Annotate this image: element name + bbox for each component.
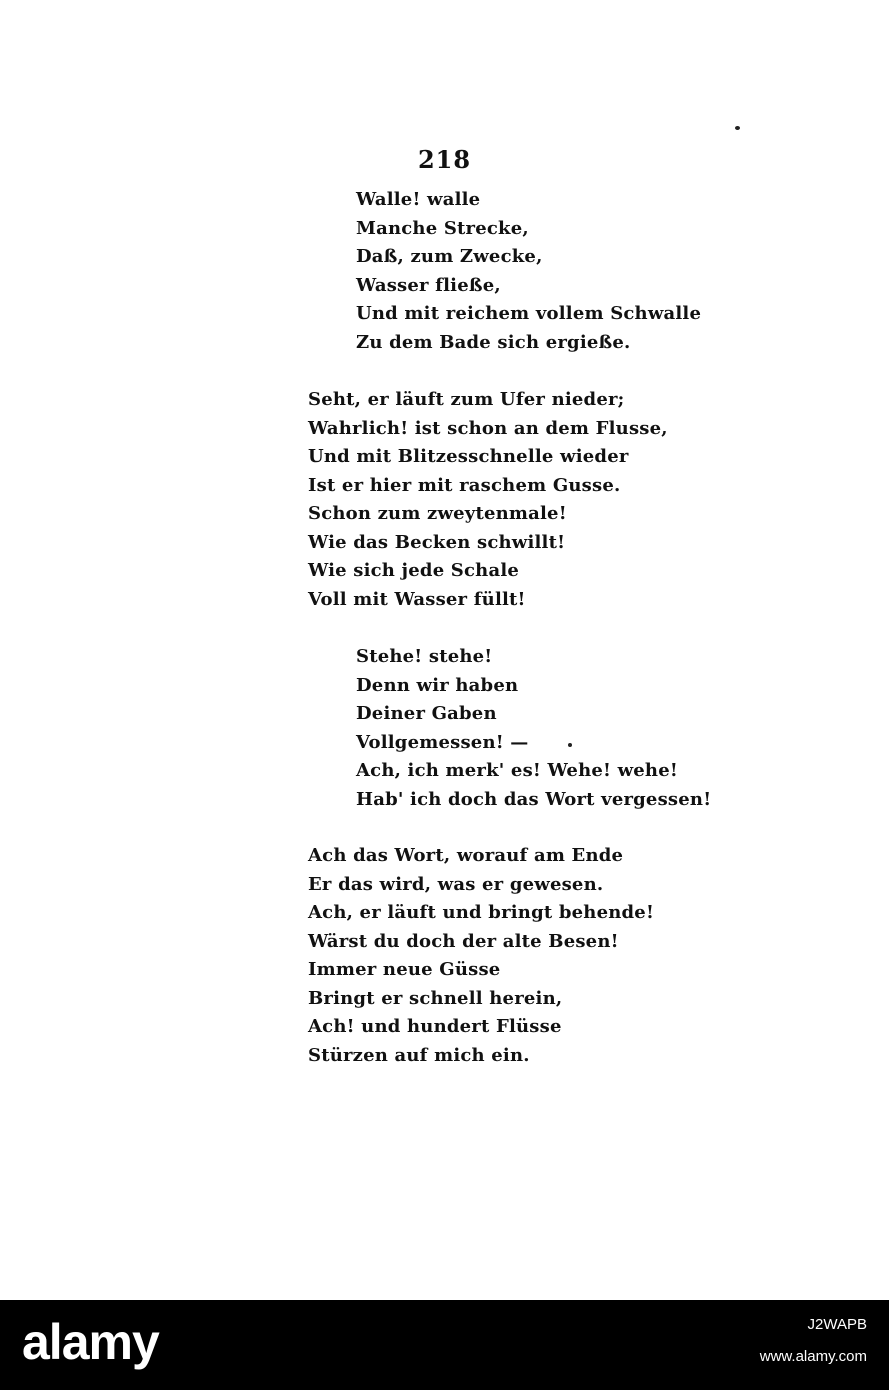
watermark-logo: alamy bbox=[22, 1314, 159, 1370]
verse-line: Und mit reichem vollem Schwalle bbox=[356, 303, 702, 324]
verse-line: Stehe! stehe! bbox=[356, 646, 493, 667]
verse-line: Daß, zum Zwecke, bbox=[356, 246, 543, 267]
verse-line: Voll mit Wasser füllt! bbox=[308, 588, 526, 610]
verse-line: Wasser fließe, bbox=[356, 274, 501, 296]
verse-line: Deiner Gaben bbox=[356, 703, 497, 724]
verse-line: Immer neue Güsse bbox=[308, 959, 501, 980]
verse-line: Schon zum zweytenmale! bbox=[308, 503, 567, 524]
verse-line: Walle! walle bbox=[356, 189, 481, 210]
verse-line: Hab' ich doch das Wort vergessen! bbox=[356, 788, 712, 810]
watermark-url: www.alamy.com bbox=[759, 1348, 867, 1365]
verse-line: Wie sich jede Schale bbox=[308, 560, 520, 581]
ink-speck bbox=[735, 126, 740, 130]
verse-line: Stürzen auf mich ein. bbox=[308, 1044, 530, 1066]
verse-line: Ach das Wort, worauf am Ende bbox=[308, 845, 624, 866]
verse-line: Ist er hier mit raschem Gusse. bbox=[308, 474, 621, 496]
page-number: 218 bbox=[417, 145, 472, 174]
verse-line: Ach, er läuft und bringt behende! bbox=[308, 902, 655, 923]
verse-line: Ach! und hundert Flüsse bbox=[308, 1016, 562, 1037]
verse-line: Wahrlich! ist schon an dem Flusse, bbox=[308, 417, 668, 439]
stanza-3 bbox=[356, 643, 711, 814]
verse-line: Denn wir haben bbox=[356, 674, 519, 696]
stanza-2 bbox=[308, 386, 668, 614]
verse-line: Zu dem Bade sich ergieße. bbox=[356, 331, 631, 353]
verse-line: Und mit Blitzesschnelle wieder bbox=[308, 446, 629, 467]
watermark-image-id: J2WAPB bbox=[807, 1316, 867, 1333]
verse-line: Wärst du doch der alte Besen! bbox=[308, 930, 619, 952]
stanza-4 bbox=[308, 842, 654, 1070]
verse-line: Wie das Becken schwillt! bbox=[308, 531, 566, 553]
verse-line: Bringt er schnell herein, bbox=[308, 987, 563, 1009]
verse-line: Ach, ich merk' es! Wehe! wehe! bbox=[356, 760, 678, 781]
stanza-1 bbox=[356, 186, 701, 357]
verse-line: Manche Strecke, bbox=[356, 217, 529, 239]
verse-line: Vollgemessen! — bbox=[356, 731, 529, 753]
verse-line: Er das wird, was er gewesen. bbox=[308, 873, 604, 895]
verse-line: Seht, er läuft zum Ufer nieder; bbox=[308, 389, 625, 410]
